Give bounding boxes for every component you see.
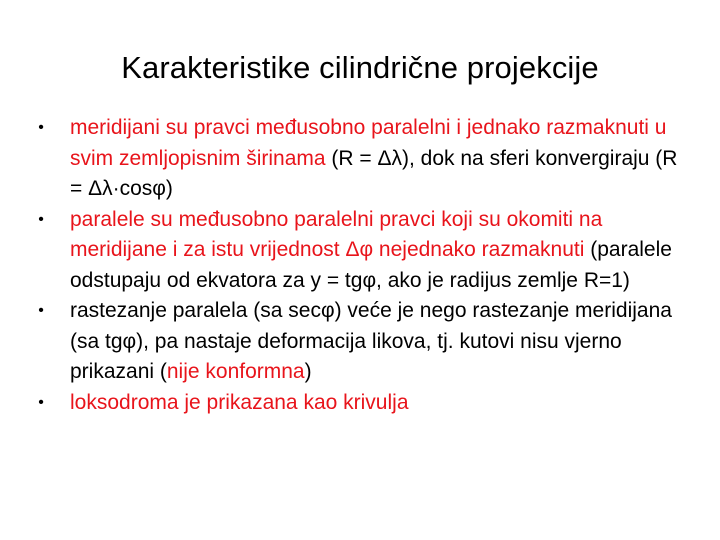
- bullet-2-text-red: paralele su međusobno paralelni pravci koji su okomiti na meridijane i za istu vrijednost Δφ nejednako razmaknuti: [70, 207, 603, 261]
- bullet-icon: •: [38, 210, 44, 228]
- bullet-4-text-red: loksodroma je prikazana kao krivulja: [70, 390, 409, 414]
- bullet-icon: •: [38, 302, 44, 319]
- bullet-3-text-red: nije konformna: [166, 360, 305, 383]
- bullet-1-text-black: (R = Δλ), dok na sferi konvergiraju (R = Δλ·cosφ): [70, 146, 678, 200]
- bullet-item-stretching: [34, 296, 694, 388]
- bullet-item-parallels: [34, 205, 694, 297]
- bullet-3-text-close: ): [304, 360, 312, 383]
- bullet-list: [34, 113, 694, 418]
- bullet-icon: •: [38, 393, 44, 411]
- bullet-2-text-black: (paralele odstupaju od ekvatora za y = tgφ, ako je radijus zemlje R=1): [70, 238, 672, 292]
- bullet-item-loxodrome: [34, 388, 694, 419]
- slide-title: Karakteristike cilindrične projekcije: [121, 50, 599, 85]
- bullet-1-text-red: meridijani su pravci međusobno paralelni i jednako razmaknuti u svim zemljopisnim širinama: [70, 116, 667, 170]
- bullet-item-meridians: [34, 113, 694, 205]
- bullet-3-text-black: rastezanje paralela (sa secφ) veće je nego rastezanje meridijana (sa tgφ), pa nastaje deformacija likova, tj. kutovi nisu vjerno prikazani (: [70, 299, 672, 383]
- bullet-icon: •: [38, 119, 44, 136]
